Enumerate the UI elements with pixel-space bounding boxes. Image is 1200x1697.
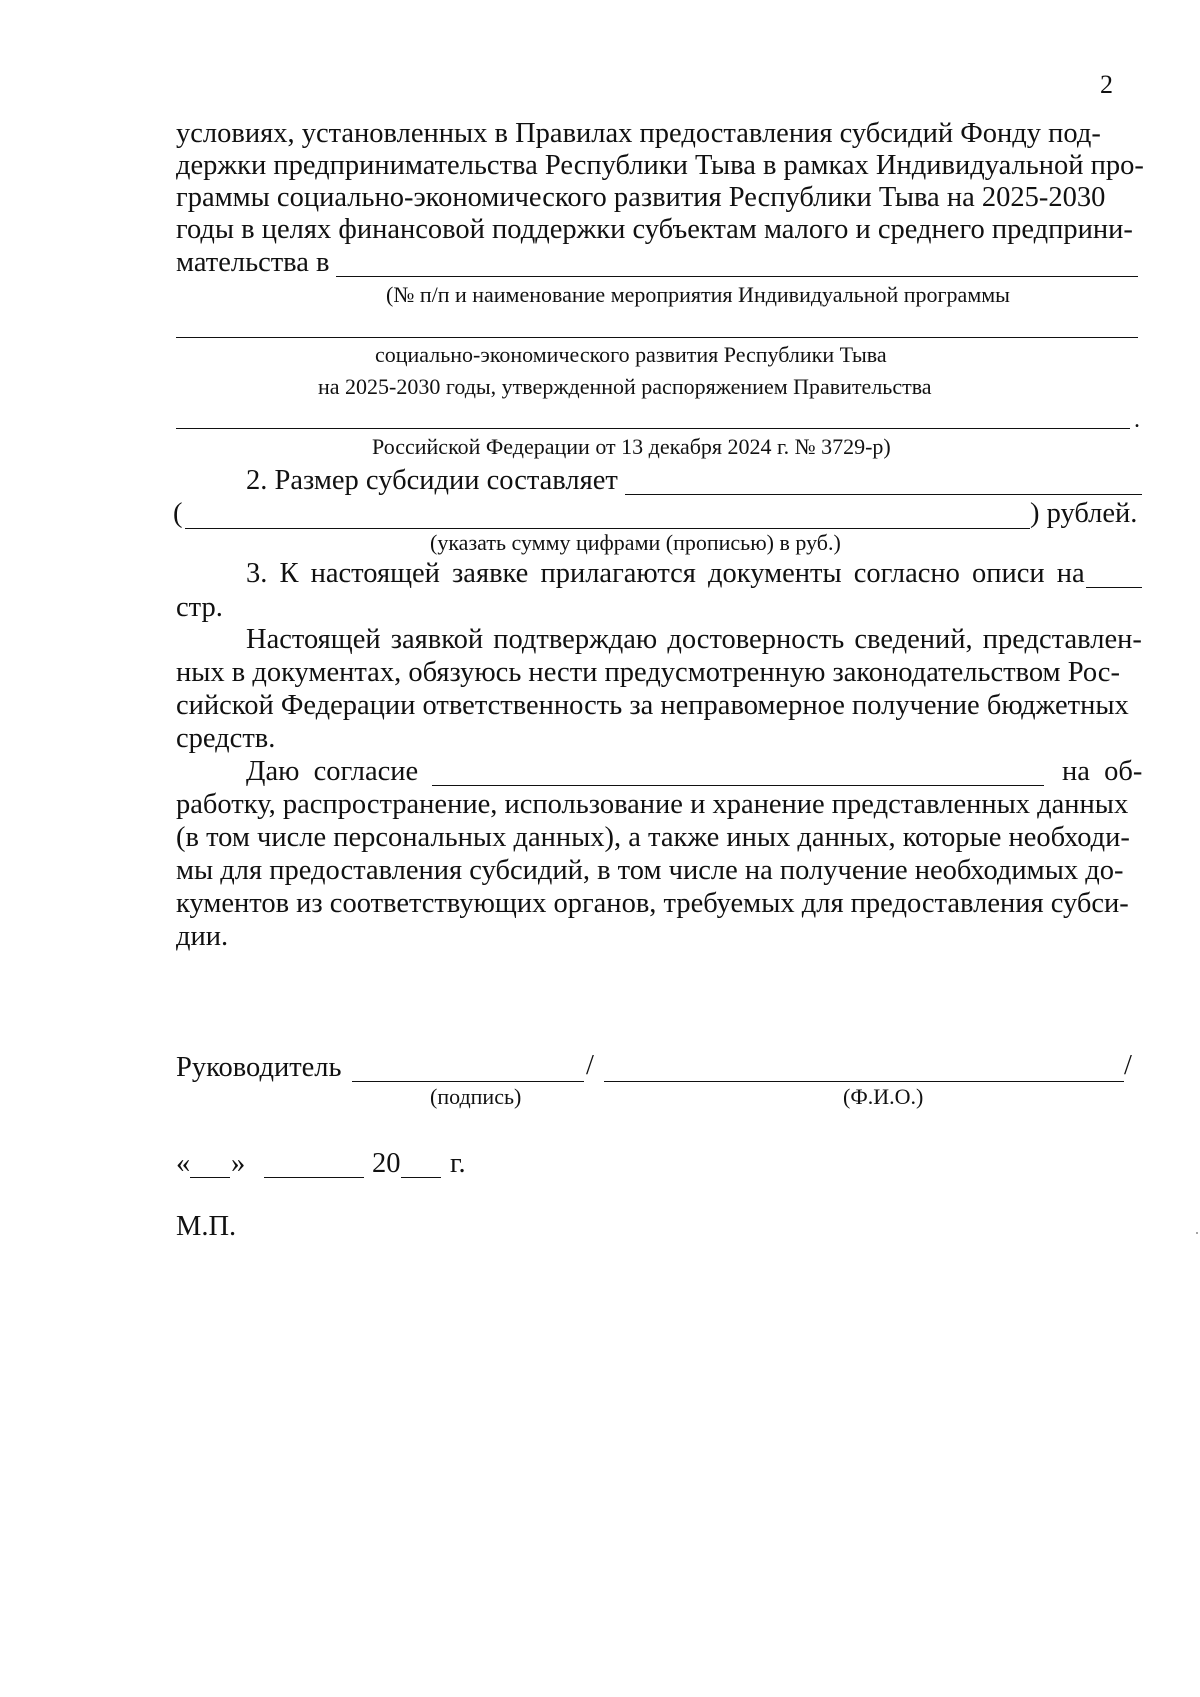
intro-line-3: граммы социально-экономического развития Республики Тыва на 2025-2030 <box>176 182 1106 213</box>
consent-party-blank[interactable] <box>432 785 1044 786</box>
trailing-period: . <box>1134 407 1140 433</box>
item3-pages: стр. <box>176 592 223 623</box>
subsidy-words-blank[interactable] <box>185 528 1030 529</box>
scan-artifact <box>1196 1232 1198 1234</box>
consent-line-2: работку, распространение, использование и хранение представленных данных <box>176 789 1129 820</box>
consent-label: Даю согласие <box>246 756 419 787</box>
date-year-prefix: 20 <box>372 1148 401 1179</box>
intro-line-5: мательства в <box>176 247 330 278</box>
slash-2: / <box>1124 1050 1132 1081</box>
open-paren: ( <box>173 498 183 529</box>
confirm-line-2: ных в документах, обязуюсь нести предусмотренную законодательством Рос- <box>176 657 1120 688</box>
head-label: Руководитель <box>176 1052 342 1083</box>
caption-program-3: на 2025-2030 годы, утвержденной распоряжением Правительства <box>318 374 932 399</box>
slash-1: / <box>586 1050 594 1081</box>
caption-fio: (Ф.И.О.) <box>843 1084 924 1109</box>
confirm-line-3: сийской Федерации ответственность за неправомерное получение бюджетных <box>176 690 1129 721</box>
date-year-suffix: г. <box>450 1148 466 1179</box>
caption-program-2: социально-экономического развития Республики Тыва <box>375 342 887 367</box>
page-number: 2 <box>1100 70 1113 99</box>
consent-line-4: мы для предоставления субсидий, в том числе на получение необходимых до- <box>176 855 1124 886</box>
consent-line-6: дии. <box>176 921 229 952</box>
item2-label: 2. Размер субсидии составляет <box>246 465 618 496</box>
pages-count-blank[interactable] <box>1086 587 1142 588</box>
date-close-quote: » <box>231 1148 246 1179</box>
consent-suffix: на об- <box>1062 756 1143 787</box>
program-blank-3[interactable] <box>176 428 1130 429</box>
date-day-blank[interactable] <box>190 1177 230 1178</box>
date-open-quote: « <box>176 1148 191 1179</box>
intro-line-1: условиях, установленных в Правилах предоставления субсидий Фонду под- <box>176 118 1101 149</box>
item3-text: 3. К настоящей заявке прилагаются документы согласно описи на <box>246 558 1085 589</box>
program-blank-1[interactable] <box>336 276 1138 277</box>
consent-line-5: кументов из соответствующих органов, требуемых для предоставления субси- <box>176 888 1129 919</box>
stamp-label: М.П. <box>176 1211 237 1242</box>
subsidy-amount-blank[interactable] <box>625 494 1142 495</box>
caption-signature: (подпись) <box>430 1084 522 1109</box>
confirm-line-4: средств. <box>176 723 276 754</box>
confirm-line-1: Настоящей заявкой подтверждаю достоверность сведений, представлен- <box>246 624 1142 655</box>
caption-program-1: (№ п/п и наименование мероприятия Индивидуальной программы <box>386 282 1010 307</box>
date-month-blank[interactable] <box>264 1177 364 1178</box>
signature-blank[interactable] <box>352 1081 584 1082</box>
consent-line-3: (в том числе персональных данных), а также иных данных, которые необходи- <box>176 822 1130 853</box>
date-year-blank[interactable] <box>401 1177 441 1178</box>
program-blank-2[interactable] <box>176 337 1138 338</box>
fio-blank[interactable] <box>604 1081 1124 1082</box>
caption-program-4: Российской Федерации от 13 декабря 2024 г. № 3729-р) <box>372 434 891 459</box>
rubles-suffix: ) рублей. <box>1030 498 1138 529</box>
intro-line-2: держки предпринимательства Республики Тыва в рамках Индивидуальной про- <box>176 150 1144 181</box>
caption-amount: (указать сумму цифрами (прописью) в руб.) <box>430 530 841 555</box>
intro-line-4: годы в целях финансовой поддержки субъектам малого и среднего предприни- <box>176 214 1133 245</box>
